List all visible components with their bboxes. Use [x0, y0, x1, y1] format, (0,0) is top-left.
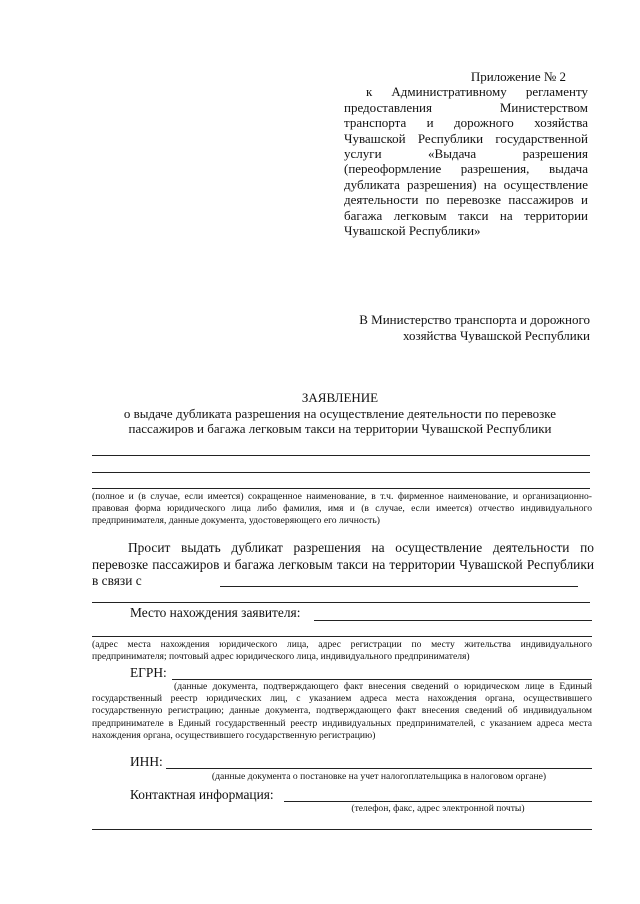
request-text: Просит выдать дубликат разрешения на осуществление деятельности по перевозке пассажиров и багажа легковым такси на территории Чувашской Республики в связи с	[92, 540, 594, 588]
appendix-text: к Административному регламенту предоставления Министерством транспорта и дорожного хозяйства Чувашской Республики государственной услуги «Выдача разрешения (переоформление разрешения, выдача дубликата разрешения) на осуществление деятельности по перевозке пассажиров и багажа легковым такси на территории Чувашской Республики»	[344, 84, 588, 239]
egrn-label: ЕГРН:	[130, 665, 167, 680]
bottom-line[interactable]	[92, 829, 592, 830]
applicant-line-3[interactable]	[92, 488, 590, 489]
location-line-1[interactable]	[314, 620, 592, 621]
request-paragraph	[92, 540, 594, 590]
title-subtitle: о выдаче дубликата разрешения на осуществление деятельности по перевозке пассажиров и багажа легковым такси на территории Чувашской Республики	[123, 405, 557, 436]
inn-label: ИНН:	[130, 754, 163, 769]
addressee-line-1: В Министерство транспорта и дорожного	[359, 312, 590, 327]
location-label: Место нахождения заявителя:	[130, 605, 301, 620]
location-note: (адрес места нахождения юридического лица, адрес регистрации по месту жительства индивидуального предпринимателя; почтовый адрес юридического лица, индивидуального предпринимателя)	[92, 639, 592, 663]
addressee-block	[330, 312, 590, 343]
egrn-note: (данные документа, подтверждающего факт внесения сведений о юридическом лице в Единый государственный реестр юридических лиц, с указанием адреса места нахождения органа, осуществившего государственную регистрацию; данные документа, подтверждающего факт внесения сведений об индивидуальном предпринимателе в Единый государственный реестр индивидуальных предпринимателей, с указанием адреса места нахождения органа, осуществившего государственную регистрацию)	[92, 681, 592, 741]
appendix-block	[344, 69, 588, 238]
applicant-note: (полное и (в случае, если имеется) сокращенное наименование, в т.ч. фирменное наименование, и организационно-правовая форма юридического лица либо фамилия, имя и (в случае, если имеется) отчество индивидуального предпринимателя, данные документа, удостоверяющего его личность)	[92, 491, 592, 527]
location-line-2[interactable]	[92, 636, 592, 637]
egrn-line[interactable]	[172, 679, 592, 680]
inn-note: (данные документа о постановке на учет налогоплательщика в налоговом органе)	[211, 771, 547, 782]
reason-line-2[interactable]	[92, 602, 590, 603]
document-title	[90, 390, 590, 437]
contact-label: Контактная информация:	[130, 787, 274, 802]
reason-line-1[interactable]	[220, 586, 578, 587]
applicant-line-2[interactable]	[92, 472, 590, 473]
contact-note: (телефон, факс, адрес электронной почты)	[351, 803, 525, 814]
contact-line[interactable]	[284, 801, 592, 802]
title-heading: ЗАЯВЛЕНИЕ	[301, 390, 379, 405]
applicant-line-1[interactable]	[92, 455, 590, 456]
inn-line[interactable]	[166, 768, 592, 769]
addressee-line-2: хозяйства Чувашской Республики	[402, 327, 590, 343]
appendix-number: Приложение № 2	[470, 69, 566, 84]
